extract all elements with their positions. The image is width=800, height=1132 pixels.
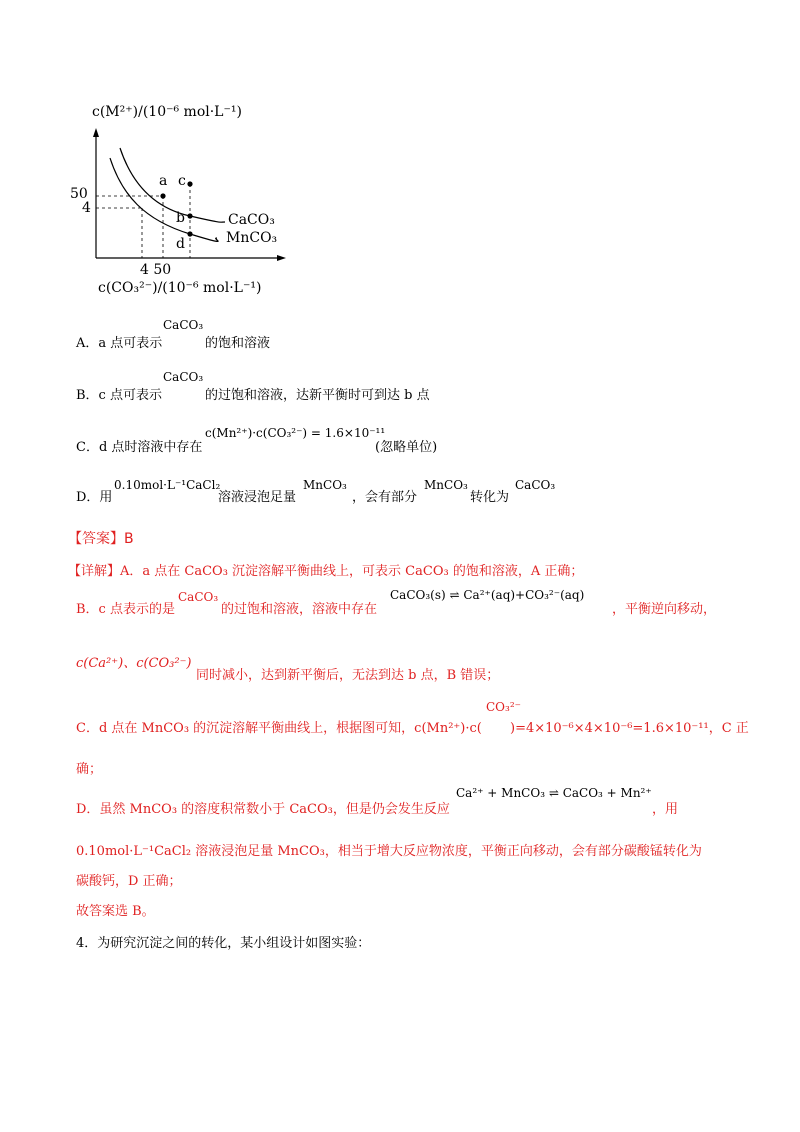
detail-c2: 确； bbox=[76, 762, 103, 777]
question-4: 4．为研究沉淀之间的转化，某小组设计如图实验： bbox=[76, 936, 371, 951]
y-axis-arrow bbox=[93, 128, 99, 137]
point-label-d: d bbox=[176, 236, 185, 252]
solubility-chart bbox=[70, 100, 300, 300]
option-d-caco3: CaCO₃ bbox=[515, 478, 556, 492]
option-d-prefix: D．用 bbox=[76, 490, 113, 505]
detail-end: 故答案选 B。 bbox=[76, 904, 155, 919]
option-b-formula: CaCO₃ bbox=[163, 370, 204, 384]
detail-d1: D．虽然 MnCO₃ 的溶度积常数小于 CaCO₃，但是仍会发生反应 bbox=[76, 802, 450, 817]
point-a bbox=[160, 193, 165, 198]
chart-xlabel: c(CO₃²⁻)/(10⁻⁶ mol·L⁻¹) bbox=[98, 280, 262, 296]
point-b bbox=[187, 213, 192, 218]
detail-b1-equation: CaCO₃(s) ⇌ Ca²⁺(aq)+CO₃²⁻(aq) bbox=[390, 588, 585, 602]
point-c bbox=[187, 181, 192, 186]
detail-d1-b: ，用 bbox=[652, 802, 679, 817]
detail-c1: C．d 点在 MnCO₃ 的沉淀溶解平衡曲线上，根据图可知，c(Mn²⁺)·c( bbox=[76, 721, 482, 736]
option-d-mid3: 转化为 bbox=[470, 490, 510, 505]
detail-b1-c: ，平衡逆向移动， bbox=[612, 602, 717, 617]
option-a-formula: CaCO₃ bbox=[163, 318, 204, 332]
option-b-suffix: 的过饱和溶液，达新平衡时可到达 b 点 bbox=[205, 388, 430, 403]
option-c-prefix: C．d 点时溶液中存在 bbox=[76, 440, 203, 455]
option-d-mid2: ，会有部分 bbox=[352, 490, 418, 505]
point-label-a: a bbox=[159, 173, 168, 189]
answer: 【答案】B bbox=[68, 531, 134, 547]
option-c-formula: c(Mn²⁺)·c(CO₃²⁻) = 1.6×10⁻¹¹ bbox=[205, 426, 386, 440]
option-d-cacl2: 0.10mol·L⁻¹CaCl₂ bbox=[114, 478, 221, 492]
detail-b1-formula: CaCO₃ bbox=[178, 590, 219, 604]
point-label-b: b bbox=[176, 210, 185, 226]
detail-d2: 0.10mol·L⁻¹CaCl₂ 溶液浸泡足量 MnCO₃，相当于增大反应物浓度，平衡正向移动，会有部分碳酸锰转化为 bbox=[76, 844, 702, 859]
detail-a: 【详解】A．a 点在 CaCO₃ 沉淀溶解平衡曲线上，可表示 CaCO₃ 的饱和溶液，A 正确； bbox=[68, 564, 584, 579]
caco3-curve bbox=[120, 148, 225, 222]
option-d-mnco3-a: MnCO₃ bbox=[303, 478, 347, 492]
detail-b1: B．c 点表示的是 bbox=[76, 602, 175, 617]
chart-xticks: 4 50 bbox=[140, 262, 172, 278]
option-a-prefix: A．a 点可表示 bbox=[76, 336, 163, 351]
mnco3-curve bbox=[110, 158, 218, 241]
x-axis-arrow bbox=[277, 255, 286, 261]
detail-c1-b: )=4×10⁻⁶×4×10⁻⁶=1.6×10⁻¹¹，C 正 bbox=[510, 721, 749, 736]
curve-label-mnco3: MnCO₃ bbox=[226, 230, 278, 246]
point-label-c: c bbox=[178, 173, 186, 189]
detail-b2-formula: c(Ca²⁺)、c(CO₃²⁻) bbox=[76, 656, 192, 671]
ytick-50: 50 bbox=[70, 186, 88, 202]
detail-d1-equation: Ca²⁺ + MnCO₃ ⇌ CaCO₃ + Mn²⁺ bbox=[456, 786, 652, 800]
chart-ylabel: c(M²⁺)/(10⁻⁶ mol·L⁻¹) bbox=[92, 104, 242, 120]
option-d-mnco3-b: MnCO₃ bbox=[424, 478, 468, 492]
option-d-mid1: 溶液浸泡足量 bbox=[218, 490, 297, 505]
detail-c1-formula: CO₃²⁻ bbox=[486, 700, 521, 714]
point-d bbox=[187, 231, 192, 236]
option-c-suffix: (忽略单位) bbox=[375, 440, 438, 455]
option-a-suffix: 的饱和溶液 bbox=[205, 336, 271, 351]
ytick-4: 4 bbox=[82, 200, 91, 216]
detail-b2: 同时减小，达到新平衡后，无法到达 b 点，B 错误； bbox=[196, 668, 500, 683]
curve-label-caco3: CaCO₃ bbox=[228, 212, 275, 228]
detail-d3: 碳酸钙，D 正确； bbox=[76, 874, 182, 889]
detail-b1-b: 的过饱和溶液，溶液中存在 bbox=[221, 602, 378, 617]
option-b-prefix: B．c 点可表示 bbox=[76, 388, 162, 403]
